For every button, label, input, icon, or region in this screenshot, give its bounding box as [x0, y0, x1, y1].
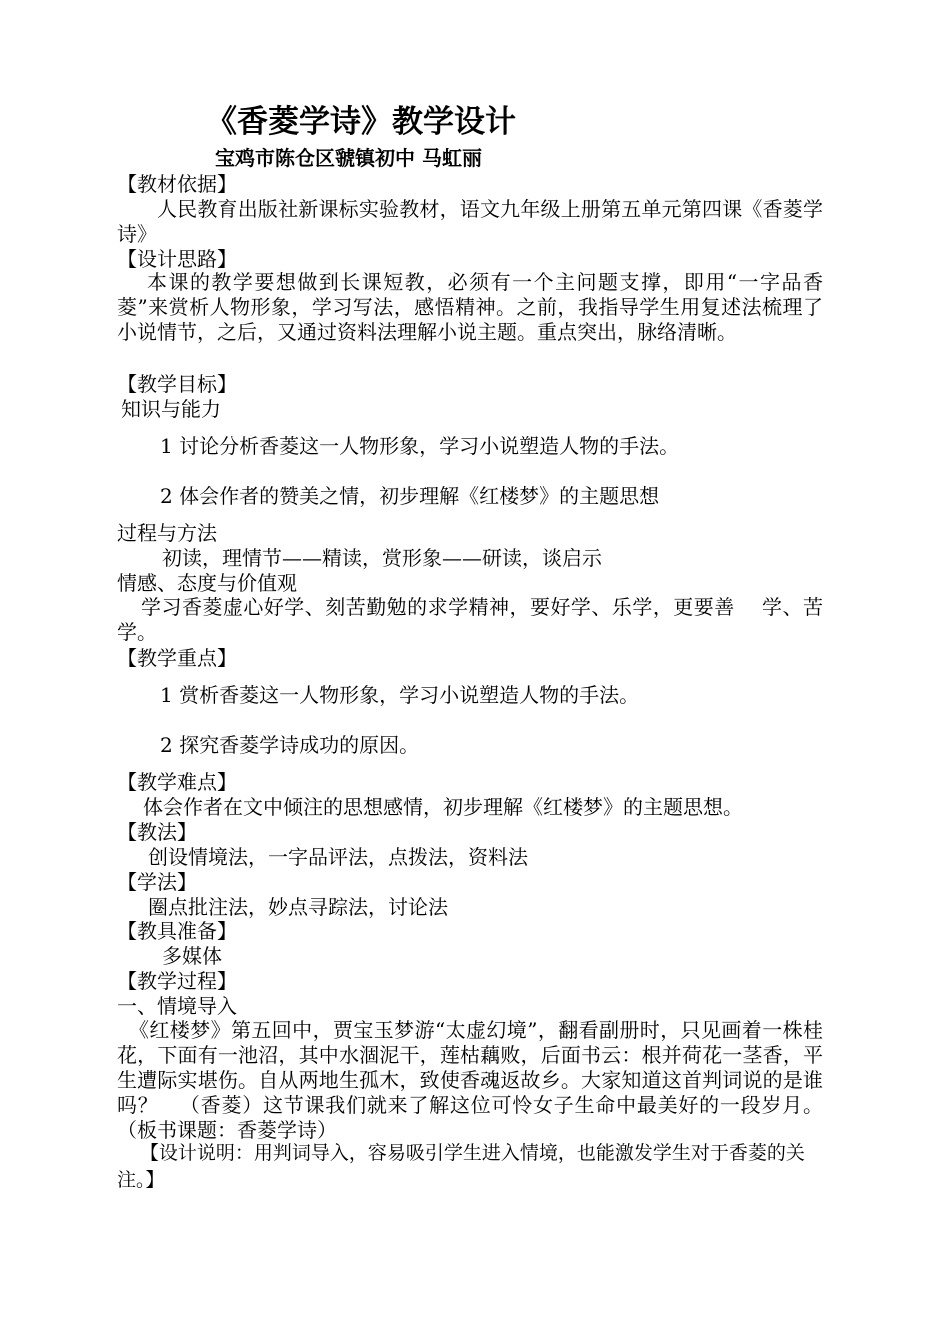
process-step1-title: 一、情境导入 [117, 994, 237, 1018]
learning-method-text: 圈点批注法，妙点寻踪法，讨论法 [148, 895, 448, 919]
section-heading-tools: 【教具准备】 [117, 919, 237, 943]
section-heading-teaching-method: 【教法】 [117, 820, 197, 844]
section-heading-goals: 【教学目标】 [117, 372, 237, 396]
difficulty-text: 体会作者在文中倾注的思想感情，初步理解《红楼梦》的主题思想。 [143, 795, 743, 819]
tools-text: 多媒体 [162, 944, 222, 968]
process-step1-note: 【设计说明：用判词导入，容易吸引学生进入情境，也能激发学生对于香菱的关注。】 [117, 1142, 805, 1191]
section-heading-difficulty: 【教学难点】 [117, 770, 237, 794]
document-title: 《香菱学诗》教学设计 [206, 104, 516, 140]
basis-text: 人民教育出版社新课标实验教材，语文九年级上册第五单元第四课《香菱学诗》 [117, 197, 823, 246]
section-heading-design-idea: 【设计思路】 [117, 247, 237, 271]
section-heading-learning-method: 【学法】 [117, 870, 197, 894]
section-heading-key-points: 【教学重点】 [117, 646, 237, 670]
goals-process-text: 初读，理情节——精读，赏形象——研读，谈启示 [162, 546, 602, 570]
goals-emotion-label: 情感、态度与价值观 [117, 571, 297, 595]
goals-process-label: 过程与方法 [117, 521, 217, 545]
section-heading-basis: 【教材依据】 [117, 172, 237, 196]
goals-knowledge-item-1: 1 讨论分析香菱这一人物形象，学习小说塑造人物的手法。 [160, 434, 680, 458]
key-point-item-2: 2 探究香菱学诗成功的原因。 [160, 733, 420, 757]
design-idea-text: 本课的教学要想做到长课短教，必须有一个主问题支撑，即用“一字品香菱”来赏析人物形象，学习写法，感悟精神。之前，我指导学生用复述法梳理了小说情节，之后，又通过资料法理解小说主题。重点突出，脉络清晰。 [117, 270, 823, 344]
goals-knowledge-item-2: 2 体会作者的赞美之情，初步理解《红楼梦》的主题思想 [160, 484, 660, 508]
teaching-method-text: 创设情境法，一字品评法，点拨法，资料法 [148, 845, 528, 869]
key-point-item-1: 1 赏析香菱这一人物形象，学习小说塑造人物的手法。 [160, 683, 640, 707]
section-heading-process: 【教学过程】 [117, 969, 237, 993]
process-step1-text: 《红楼梦》第五回中，贾宝玉梦游“太虚幻境”，翻看副册时，只见画着一株桂花，下面有一池沼，其中水涸泥干，莲枯藕败，后面书云：根并荷花一茎香，平生遭际实堪伤。自从两地生孤木，致使香魂返故乡。大家知道这首判词说的是谁吗？ （香菱）这节课我们就来了解这位可怜女子生命中最美好的一段岁月。（板书课题：香菱学诗） [117, 1018, 823, 1142]
author-line: 宝鸡市陈仓区虢镇初中 马虹丽 [215, 146, 482, 170]
goals-emotion-text: 学习香菱虚心好学、刻苦勤勉的求学精神，要好学、乐学，更要善 学、苦学。 [117, 595, 823, 644]
goals-knowledge-label: 知识与能力 [121, 397, 221, 421]
